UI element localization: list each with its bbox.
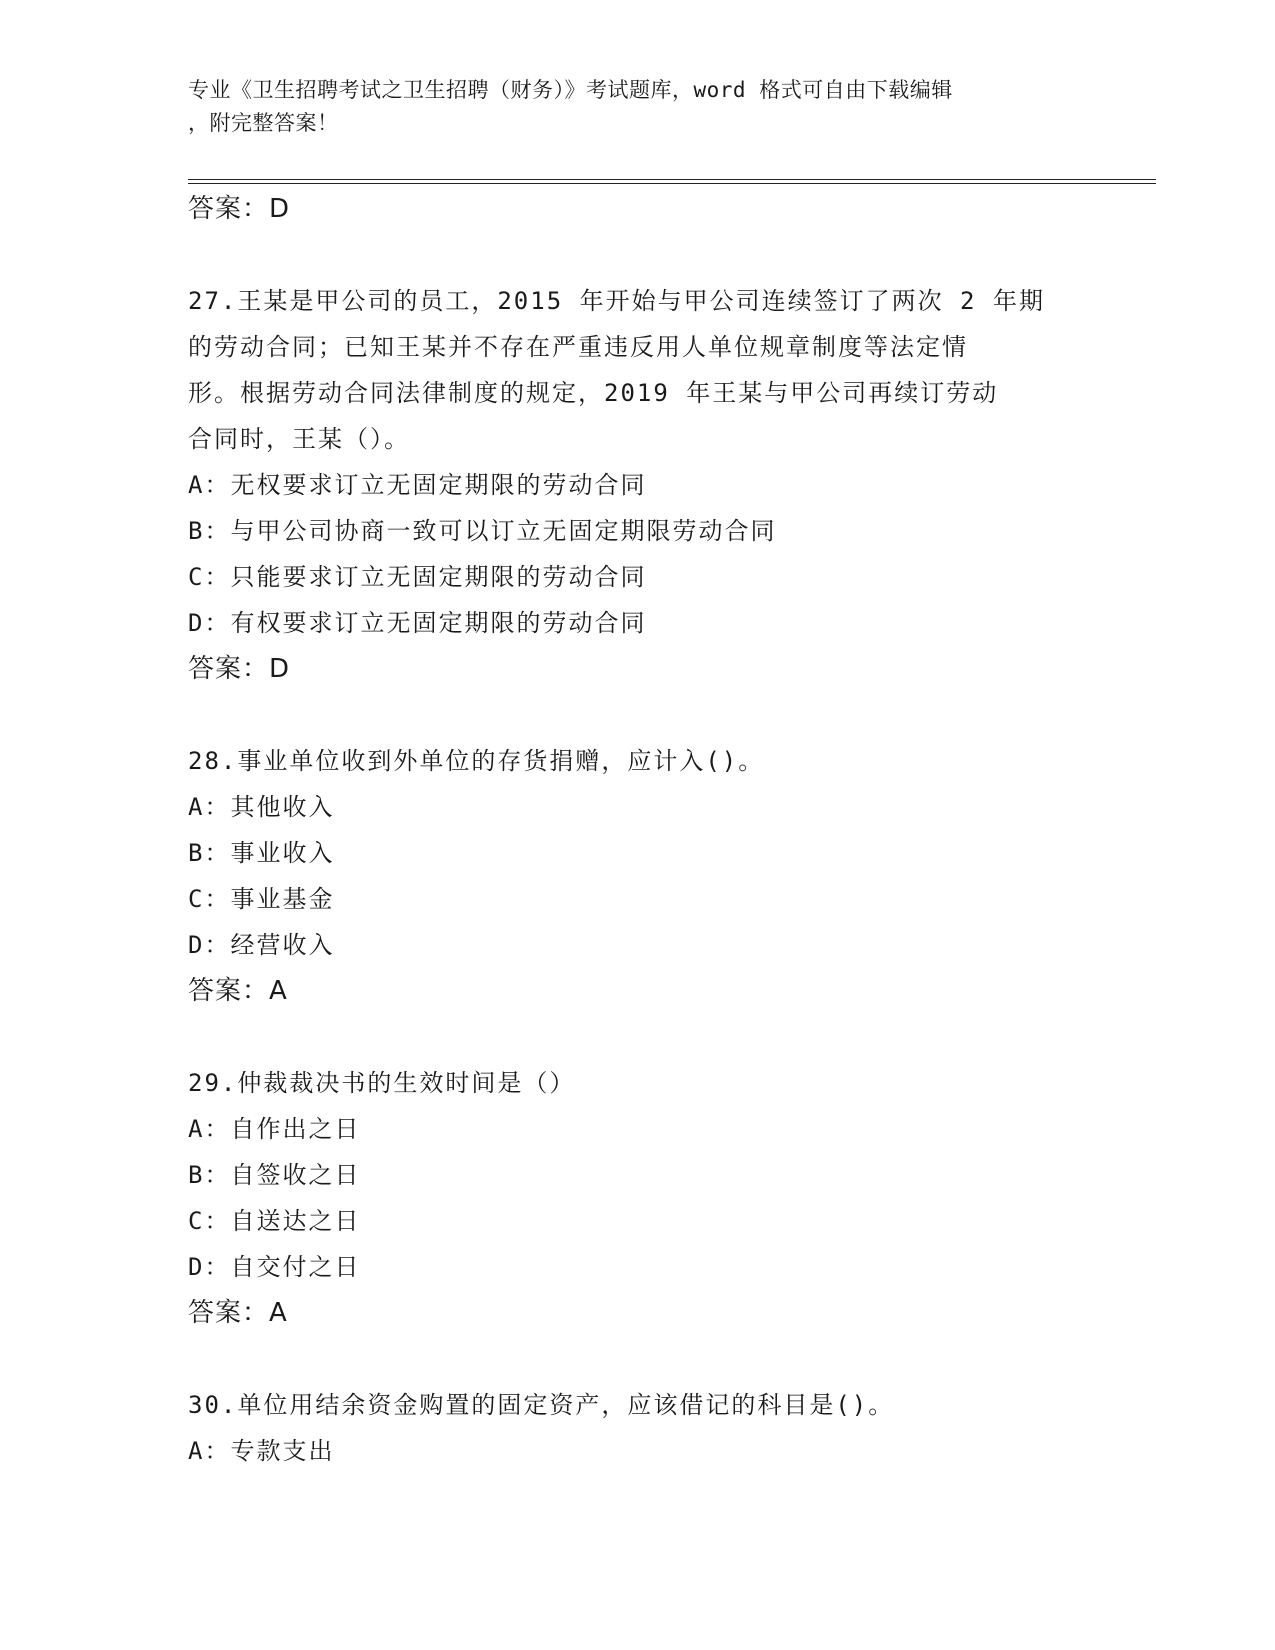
question-stem: 27.王某是甲公司的员工，2015 年开始与甲公司连续签订了两次 2 年期	[188, 287, 1045, 315]
question-stem: 的劳动合同；已知王某并不存在严重违反用人单位规章制度等法定情	[188, 333, 968, 361]
option-d: D：自交付之日	[188, 1253, 361, 1281]
answer-line: 答案：D	[188, 194, 291, 224]
option-c: C：只能要求订立无固定期限的劳动合同	[188, 563, 647, 591]
option-a: A：无权要求订立无固定期限的劳动合同	[188, 471, 647, 499]
option-d: D：经营收入	[188, 931, 335, 959]
header-line-1: 专业《卫生招聘考试之卫生招聘（财务）》考试题库，word 格式可自由下载编辑	[188, 78, 953, 102]
option-b: B：自签收之日	[188, 1161, 361, 1189]
question-stem: 30.单位用结余资金购置的固定资产，应该借记的科目是()。	[188, 1391, 895, 1419]
option-d: D：有权要求订立无固定期限的劳动合同	[188, 609, 647, 637]
question-stem: 形。根据劳动合同法律制度的规定，2019 年王某与甲公司再续订劳动	[188, 379, 999, 407]
document-header	[188, 74, 1088, 140]
question-stem: 28.事业单位收到外单位的存货捐赠，应计入()。	[188, 747, 765, 775]
answer-line: 答案：A	[188, 1298, 288, 1328]
question-stem: 29.仲裁裁决书的生效时间是（）	[188, 1069, 576, 1097]
option-a: A：自作出之日	[188, 1115, 361, 1143]
option-a: A：专款支出	[188, 1437, 335, 1465]
question-block	[188, 738, 1088, 1014]
option-b: B：事业收入	[188, 839, 335, 867]
spacer	[188, 692, 1088, 738]
header-line-2: ，附完整答案！	[188, 111, 339, 135]
spacer	[188, 1336, 1088, 1382]
spacer	[188, 1014, 1088, 1060]
question-block	[188, 278, 1088, 692]
question-block	[188, 1060, 1088, 1336]
option-c: C：事业基金	[188, 885, 335, 913]
question-block	[188, 1382, 1088, 1474]
header-divider-bottom	[188, 183, 1156, 184]
spacer	[188, 232, 1088, 278]
answer-line: 答案：A	[188, 976, 288, 1006]
question-stem: 合同时，王某（）。	[188, 425, 410, 453]
answer-line: 答案：D	[188, 654, 291, 684]
header-divider-top	[188, 179, 1156, 180]
option-b: B：与甲公司协商一致可以订立无固定期限劳动合同	[188, 517, 777, 545]
option-c: C：自送达之日	[188, 1207, 361, 1235]
question-list	[188, 186, 1088, 1474]
option-a: A：其他收入	[188, 793, 335, 821]
